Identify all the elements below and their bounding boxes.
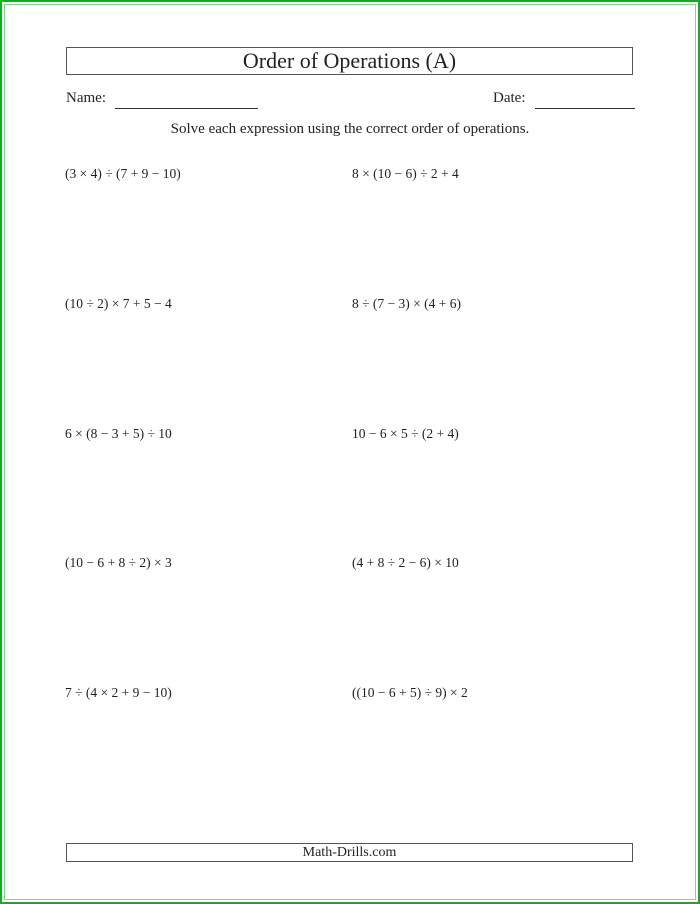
problem-2: 8 × (10 − 6) ÷ 2 + 4 (352, 166, 459, 181)
name-field[interactable] (115, 108, 258, 109)
problem-6: 10 − 6 × 5 ÷ (2 + 4) (352, 426, 459, 441)
problem-8: (4 + 8 ÷ 2 − 6) × 10 (352, 555, 459, 570)
problem-5: 6 × (8 − 3 + 5) ÷ 10 (65, 426, 172, 441)
problem-10: ((10 − 6 + 5) ÷ 9) × 2 (352, 685, 468, 700)
problem-9: 7 ÷ (4 × 2 + 9 − 10) (65, 685, 172, 700)
date-field[interactable] (535, 108, 635, 109)
date-label: Date: (493, 90, 526, 106)
problem-3: (10 ÷ 2) × 7 + 5 − 4 (65, 296, 172, 311)
footer-site-name: Math-Drills.com (66, 843, 633, 862)
worksheet-title: Order of Operations (A) (66, 47, 633, 75)
name-label: Name: (66, 90, 106, 106)
instructions: Solve each expression using the correct order of operations. (170, 121, 530, 137)
problem-7: (10 − 6 + 8 ÷ 2) × 3 (65, 555, 172, 570)
page-inner-border (4, 4, 696, 900)
problem-4: 8 ÷ (7 − 3) × (4 + 6) (352, 296, 461, 311)
problem-1: (3 × 4) ÷ (7 + 9 − 10) (65, 166, 181, 181)
